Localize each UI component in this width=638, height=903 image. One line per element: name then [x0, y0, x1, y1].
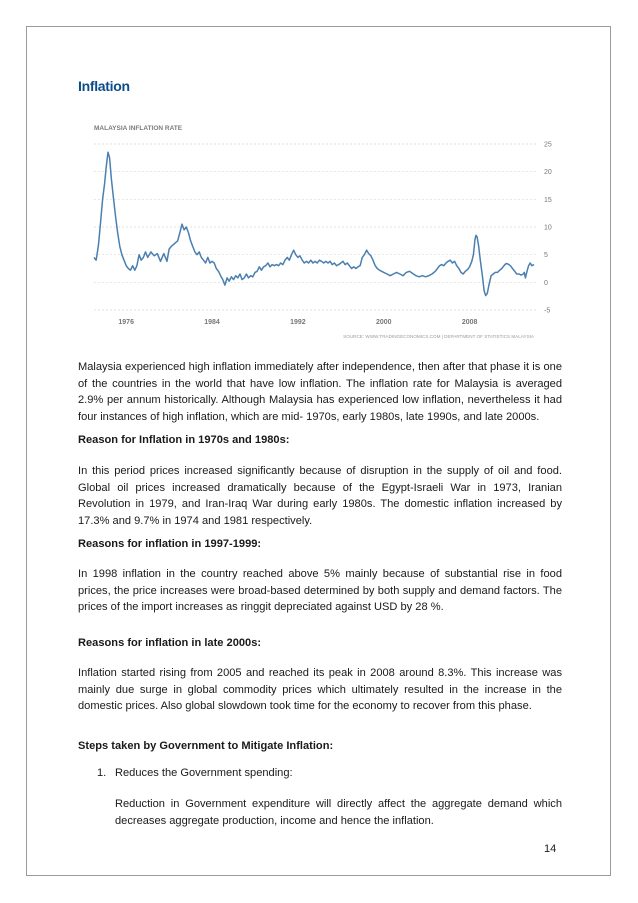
x-tick-label: 2008	[461, 319, 478, 326]
y-tick-label: 25	[544, 141, 552, 149]
inflation-chart	[88, 118, 558, 340]
y-tick-label: 10	[544, 224, 552, 232]
y-tick-label: 0	[544, 279, 548, 287]
x-axis-ticks	[118, 319, 477, 326]
x-tick-label: 1976	[118, 319, 134, 326]
list-item-number: 1.	[97, 767, 107, 779]
x-tick-label: 2000	[375, 319, 392, 326]
y-tick-label: 15	[544, 196, 552, 204]
x-tick-label: 1984	[204, 319, 220, 326]
heading-mitigation-steps: Steps taken by Government to Mitigate Inflation:	[78, 740, 334, 752]
paragraph-1997-1999: In 1998 inflation in the country reached above 5% mainly because of substantial rise in food prices, the price increases were broad-based determined by both supply and demand factors. The prices of the import increases as ringgit depreciated against USD by 28 %.	[78, 568, 562, 613]
y-tick-label: -5	[544, 307, 551, 315]
chart-grid	[94, 144, 536, 310]
y-axis-ticks	[544, 142, 552, 315]
page-number: 14	[544, 843, 557, 855]
chart-title: MALAYSIA INFLATION RATE	[94, 125, 183, 132]
heading-1997-1999: Reasons for inflation in 1997-1999:	[78, 538, 262, 550]
y-tick-label: 20	[544, 169, 552, 177]
inflation-series-line	[94, 152, 534, 295]
heading-1970s-1980s: Reason for Inflation in 1970s and 1980s:	[78, 434, 290, 446]
list-item-title: Reduces the Government spending:	[115, 767, 293, 779]
y-tick-label: 5	[544, 252, 548, 260]
paragraph-late-2000s: Inflation started rising from 2005 and reached its peak in 2008 around 8.3%. This increase was mainly due surge in global commodity prices which ultimately resulted in the increase in the domestic prices. Also global slowdown took time for the economy to recover from this phase.	[78, 667, 562, 712]
list-item-body: Reduction in Government expenditure will directly affect the aggregate demand which decreases aggregate production, income and hence the inflation.	[115, 798, 562, 827]
x-tick-label: 1992	[290, 319, 306, 326]
section-title: Inflation	[78, 78, 130, 94]
heading-late-2000s: Reasons for inflation in late 2000s:	[78, 637, 262, 649]
intro-paragraph: Malaysia experienced high inflation immediately after independence, then after that phase it is one of the countries in the world that have low inflation. The inflation rate for Malaysia is averaged 2.9% per annum historically. Although Malaysia has experienced low inflation, nevertheless it had four instances of high inflation, which are mid- 1970s, early 1980s, late 1990s, and late 2000s.	[78, 361, 562, 423]
chart-source: SOURCE: WWW.TRADINGECONOMICS.COM | DEPARTMENT OF STATISTICS MALAYSIA	[343, 334, 534, 339]
paragraph-1970s-1980s: In this period prices increased significantly because of disruption in the supply of oil and food. Global oil prices increased dramatically because of the Egypt-Israeli War in 1973, Iranian Revolution in 1979, and Iran-Iraq War during early 1980s. The domestic inflation increased by 17.3% and 9.7% in 1974 and 1981 respectively.	[78, 465, 562, 527]
